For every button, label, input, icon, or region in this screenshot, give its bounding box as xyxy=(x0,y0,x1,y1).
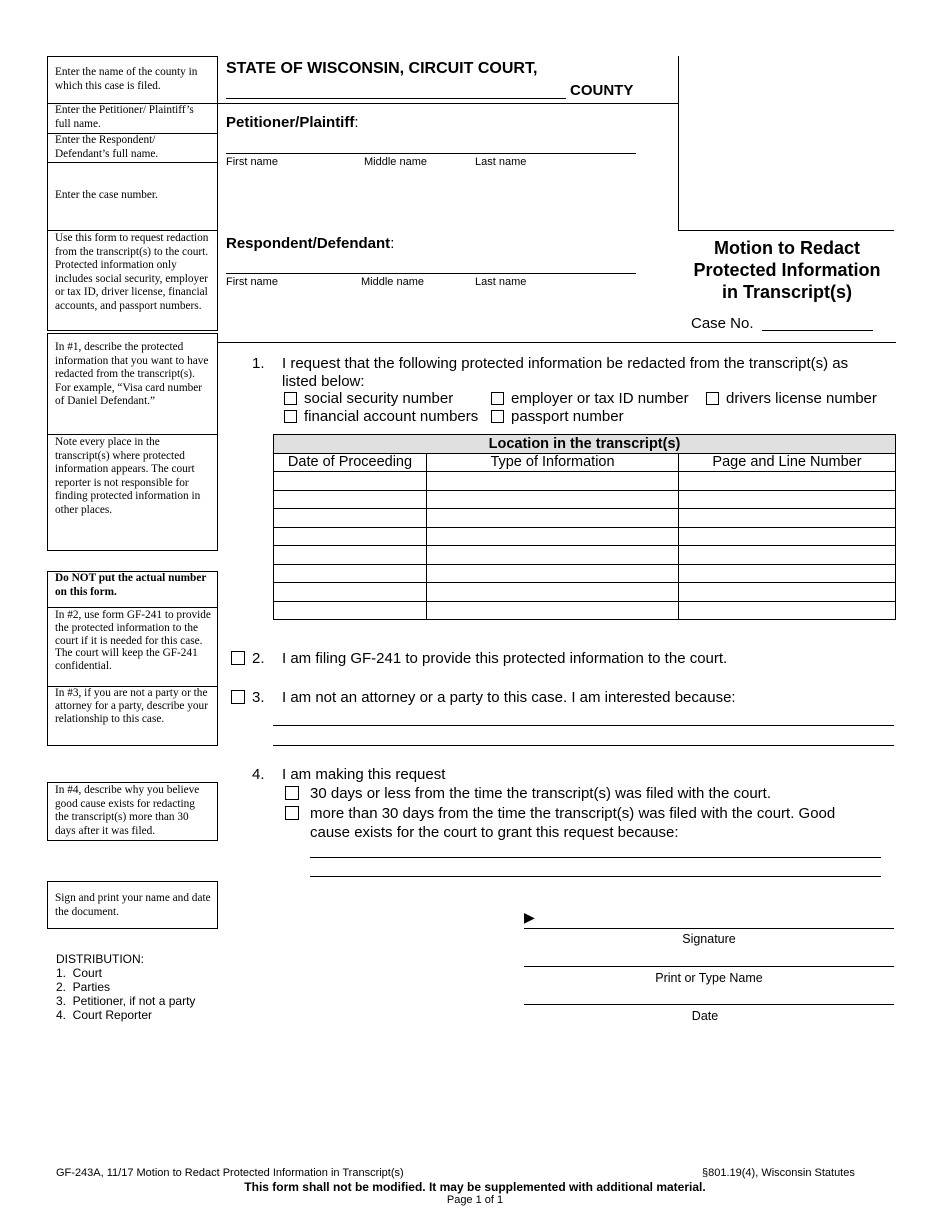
signature-label: Signature xyxy=(682,932,736,946)
respondent-last-name-label: Last name xyxy=(475,276,527,288)
item1-text-cont: listed below: xyxy=(282,373,365,390)
item3-reason-line[interactable] xyxy=(273,725,894,726)
date-line[interactable] xyxy=(524,1004,894,1005)
county-label: COUNTY xyxy=(570,82,634,99)
item3-checkbox[interactable] xyxy=(231,690,245,704)
ssn-checkbox[interactable] xyxy=(284,392,297,405)
item3-reason-line[interactable] xyxy=(273,745,894,746)
respondent-label-text: Respondent/Defendant xyxy=(226,235,391,252)
case-number-instruction: Enter the case number. xyxy=(55,189,158,201)
county-instruction: Enter the name of the county in which this case is filed. xyxy=(55,66,198,92)
modification-notice: This form shall not be modified. It may be supplemented with additional material. xyxy=(244,1180,706,1194)
item1-instruction: In #1, describe the protected information that you want to have redacted from the transcript(s). For example, “Visa card number of Daniel Defendant.” xyxy=(55,341,209,408)
case-number-field[interactable] xyxy=(762,330,873,331)
table-cell[interactable] xyxy=(274,601,427,620)
table-cell[interactable] xyxy=(427,546,679,565)
table-cell[interactable] xyxy=(679,546,896,565)
over-30-days-checkbox[interactable] xyxy=(285,806,299,820)
employer-tax-id-label: employer or tax ID number xyxy=(511,390,689,407)
item2-checkbox[interactable] xyxy=(231,651,245,665)
page-and-line-header: Page and Line Number xyxy=(679,453,896,472)
petitioner-first-name-label: First name xyxy=(226,156,278,168)
item1-number: 1. xyxy=(252,355,265,372)
table-cell[interactable] xyxy=(427,564,679,583)
table-cell[interactable] xyxy=(274,527,427,546)
passport-checkbox[interactable] xyxy=(491,410,504,423)
over-30-days-label: more than 30 days from the time the transcript(s) was filed with the court. Good xyxy=(310,805,836,822)
distribution-item: 3. Petitioner, if not a party xyxy=(56,994,196,1008)
item4-text: I am making this request xyxy=(282,766,446,783)
item3-number: 3. xyxy=(252,689,265,706)
item1-text: I request that the following protected information be redacted from the transcript(s) as xyxy=(282,355,849,372)
signature-arrow-icon: ▶ xyxy=(524,909,535,925)
date-of-proceeding-header: Date of Proceeding xyxy=(274,453,427,472)
petitioner-last-name-label: Last name xyxy=(475,156,527,168)
financial-account-label: financial account numbers xyxy=(304,408,479,425)
distribution-title: DISTRIBUTION: xyxy=(56,952,145,966)
respondent-name-field[interactable] xyxy=(226,273,636,274)
table-row xyxy=(274,546,896,565)
good-cause-line[interactable] xyxy=(310,876,881,877)
table-cell[interactable] xyxy=(427,601,679,620)
form-title-line: Motion to Redact xyxy=(714,238,860,258)
print-name-label: Print or Type Name xyxy=(655,971,763,985)
table-cell[interactable] xyxy=(679,583,896,602)
date-label: Date xyxy=(691,1009,719,1023)
over-30-days-label-cont: cause exists for the court to grant this request because: xyxy=(310,824,679,841)
location-table-title: Location in the transcript(s) xyxy=(274,435,896,454)
petitioner-middle-name-label: Middle name xyxy=(364,156,427,168)
table-row xyxy=(274,472,896,491)
page-number: Page 1 of 1 xyxy=(446,1194,504,1206)
passport-label: passport number xyxy=(511,408,624,425)
item4-instruction: In #4, describe why you believe good cause exists for redacting the transcript(s) more than 30 days after it was filed. xyxy=(55,784,200,837)
case-number-label: Case No. xyxy=(691,315,754,332)
respondent-label-colon: : xyxy=(390,235,395,252)
item3-text: I am not an attorney or a party to this case. I am interested because: xyxy=(282,689,736,706)
petitioner-label-text: Petitioner/Plaintiff xyxy=(226,114,355,131)
table-cell[interactable] xyxy=(679,527,896,546)
table-cell[interactable] xyxy=(679,490,896,509)
respondent-middle-name-label: Middle name xyxy=(361,276,424,288)
county-field[interactable] xyxy=(226,98,566,99)
drivers-license-checkbox[interactable] xyxy=(706,392,719,405)
form-id: GF-243A, 11/17 Motion to Redact Protected Information in Transcript(s) xyxy=(56,1167,404,1179)
location-table xyxy=(273,434,896,620)
signature-line[interactable] xyxy=(524,928,894,929)
sign-instruction: Sign and print your name and date the document. xyxy=(55,892,211,918)
distribution-item: 4. Court Reporter xyxy=(56,1008,153,1022)
good-cause-line[interactable] xyxy=(310,857,881,858)
table-cell[interactable] xyxy=(427,490,679,509)
within-30-days-label: 30 days or less from the time the transcript(s) was filed with the court. xyxy=(310,785,772,802)
form-title-line: Protected Information xyxy=(693,260,881,280)
table-cell[interactable] xyxy=(679,564,896,583)
note-instruction: Note every place in the transcript(s) where protected information appears. The court reporter is not responsible for finding protected information in other places. xyxy=(55,436,201,516)
distribution-item: 1. Court xyxy=(56,966,103,980)
table-cell[interactable] xyxy=(274,583,427,602)
petitioner-instruction: Enter the Petitioner/ Plaintiff’s full name. xyxy=(55,104,194,130)
respondent-instruction: Enter the Respondent/ Defendant’s full name. xyxy=(55,134,159,160)
table-row xyxy=(274,564,896,583)
do-not-warning: Do NOT put the actual number on this form. xyxy=(55,572,207,598)
drivers-license-label: drivers license number xyxy=(726,390,877,407)
within-30-days-checkbox[interactable] xyxy=(285,786,299,800)
form-title-line: in Transcript(s) xyxy=(721,282,853,302)
court-heading: STATE OF WISCONSIN, CIRCUIT COURT, xyxy=(226,60,538,77)
table-cell[interactable] xyxy=(427,583,679,602)
petitioner-name-field[interactable] xyxy=(226,153,636,154)
table-row xyxy=(274,601,896,620)
table-row xyxy=(274,583,896,602)
table-cell[interactable] xyxy=(274,490,427,509)
table-cell[interactable] xyxy=(427,527,679,546)
petitioner-label xyxy=(226,114,359,131)
distribution-item: 2. Parties xyxy=(56,980,111,994)
type-of-information-header: Type of Information xyxy=(427,453,679,472)
table-row xyxy=(274,527,896,546)
item4-number: 4. xyxy=(252,766,265,783)
table-cell[interactable] xyxy=(274,546,427,565)
table-cell[interactable] xyxy=(427,472,679,491)
petitioner-label-colon: : xyxy=(354,114,359,131)
ssn-label: social security number xyxy=(304,390,454,407)
item3-instruction: In #3, if you are not a party or the attorney for a party, describe your relationship to this case. xyxy=(55,687,208,725)
table-cell[interactable] xyxy=(679,509,896,528)
respondent-first-name-label: First name xyxy=(226,276,278,288)
print-name-line[interactable] xyxy=(524,966,894,967)
item2-number: 2. xyxy=(252,650,265,667)
table-cell[interactable] xyxy=(274,472,427,491)
table-row xyxy=(274,490,896,509)
employer-tax-id-checkbox[interactable] xyxy=(491,392,504,405)
statute-reference: §801.19(4), Wisconsin Statutes xyxy=(702,1167,855,1179)
table-cell[interactable] xyxy=(274,509,427,528)
form-title xyxy=(680,237,894,303)
table-cell[interactable] xyxy=(274,564,427,583)
item2-text: I am filing GF-241 to provide this protected information to the court. xyxy=(282,650,728,667)
table-cell[interactable] xyxy=(679,472,896,491)
table-cell[interactable] xyxy=(427,509,679,528)
financial-account-checkbox[interactable] xyxy=(284,410,297,423)
form-use-instruction: Use this form to request redaction from the transcript(s) to the court. Protected information only includes social security, employer or tax ID, driver license, financial accounts, and passport numbers. xyxy=(55,232,209,312)
table-cell[interactable] xyxy=(679,601,896,620)
respondent-label xyxy=(226,235,394,252)
item2-instruction: In #2, use form GF-241 to provide the protected information to the court if it is needed for this case. The court will keep the GF-241 confidential. xyxy=(55,609,211,673)
table-row xyxy=(274,509,896,528)
